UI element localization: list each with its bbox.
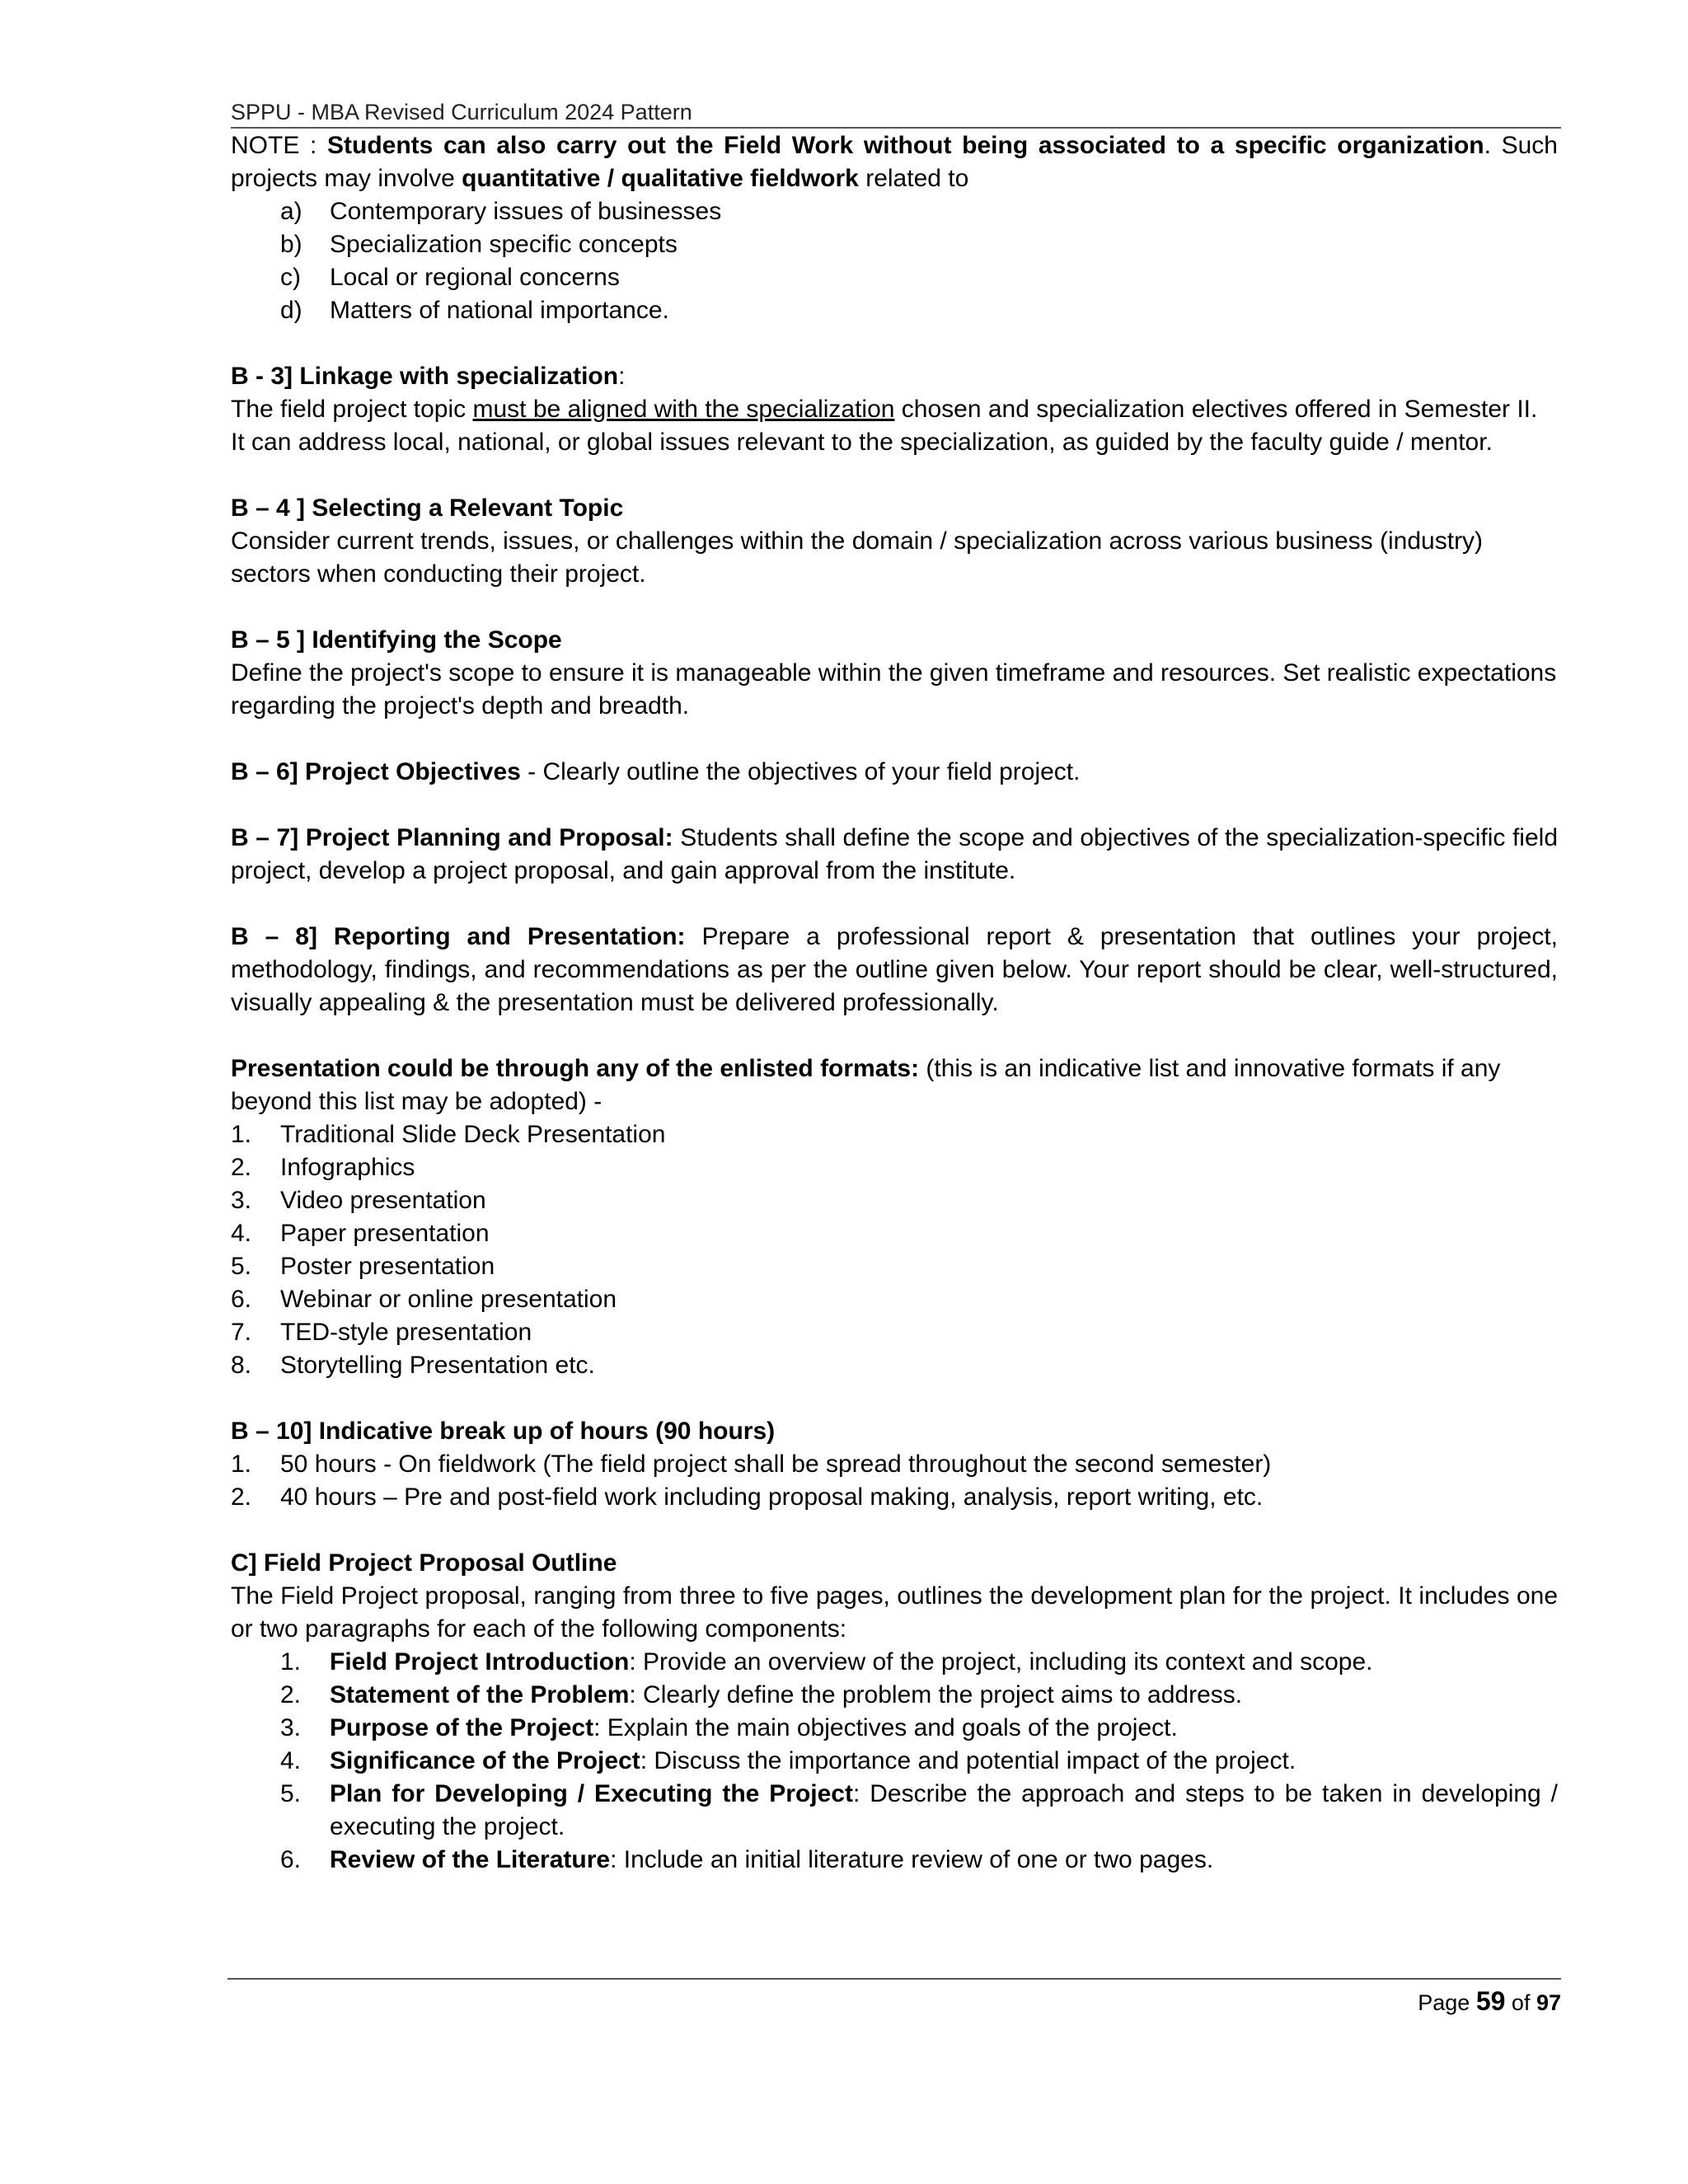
list-item: 5. Plan for Developing / Executing the Project: Describe the approach and steps to be taken in developing / executing the project.	[280, 1780, 1558, 1840]
note-paragraph	[231, 129, 1558, 195]
list-item: 4. Significance of the Project: Discuss the importance and potential impact of the project.	[280, 1747, 1296, 1774]
list-item: 1. 50 hours - On fieldwork (The field project shall be spread throughout the second semester)	[231, 1451, 1272, 1478]
section-b7: B – 7] Project Planning and Proposal: Students shall define the scope and objectives of the specialization-specific field project, develop a project proposal, and gain approval from the institute.	[231, 824, 1559, 884]
list-item: a) Contemporary issues of businesses	[280, 198, 722, 225]
hours-list	[231, 1448, 1558, 1514]
section-b3-text: The field project topic must be aligned with the specialization chosen and specialization electives offered in Semester II. It can address local, national, or global issues relevant to the specialization, as guided by the faculty guide / mentor.	[231, 396, 1538, 456]
formats-intro: Presentation could be through any of the enlisted formats: (this is an indicative list and innovative formats if any beyond this list may be adopted) -	[231, 1055, 1501, 1115]
section-b5-text: Define the project's scope to ensure it is manageable within the given timeframe and resources. Set realistic expectations regarding the project's depth and breadth.	[231, 659, 1557, 719]
list-item: 2. 40 hours – Pre and post-field work including proposal making, analysis, report writing, etc.	[231, 1483, 1264, 1511]
section-b4-text: Consider current trends, issues, or challenges within the domain / specialization across various business (industry) sectors when conducting their project.	[231, 527, 1484, 588]
proposal-outline-list	[231, 1646, 1558, 1877]
header-title: SPPU - MBA Revised Curriculum 2024 Pattern	[231, 100, 692, 124]
section-c-heading: C] Field Project Proposal Outline	[231, 1549, 617, 1577]
document-body	[231, 129, 1558, 1877]
section-b10-heading: B – 10] Indicative break up of hours (90 hours)	[231, 1418, 776, 1445]
list-item: c) Local or regional concerns	[280, 264, 620, 291]
list-item: 1. Traditional Slide Deck Presentation	[231, 1121, 666, 1148]
formats-list	[231, 1118, 1558, 1382]
section-b6: B – 6] Project Objectives - Clearly outline the objectives of your field project.	[231, 758, 1081, 785]
note-text-end: related to	[858, 165, 969, 192]
list-item: 6. Review of the Literature: Include an initial literature review of one or two pages.	[280, 1846, 1214, 1873]
note-text: . Such projects may involve	[231, 132, 1558, 192]
list-item: b) Specialization specific concepts	[280, 231, 678, 258]
section-b8: B – 8] Reporting and Presentation: Prepare a professional report & presentation that outlines your project, methodology, findings, and recommendations as per the outline given below. Your report should be clear, well-structured, visually appealing & the presentation must be delivered professionally.	[231, 923, 1559, 1016]
underlined-text: must be aligned with the specialization	[472, 396, 895, 423]
list-item: 6. Webinar or online presentation	[231, 1286, 617, 1313]
list-item: 3. Purpose of the Project: Explain the main objectives and goals of the project.	[280, 1714, 1178, 1741]
section-b4-heading: B – 4 ] Selecting a Relevant Topic	[231, 494, 624, 522]
list-item: 5. Poster presentation	[231, 1253, 495, 1280]
page-number: 59	[1475, 1986, 1506, 2016]
list-item: 8. Storytelling Presentation etc.	[231, 1352, 595, 1379]
note-bold-statement: Students can also carry out the Field Work without being associated to a specific organization	[327, 132, 1484, 159]
note-lead: NOTE :	[231, 132, 327, 159]
list-item: 2. Statement of the Problem: Clearly define the problem the project aims to address.	[280, 1681, 1243, 1708]
section-b3-heading: B - 3] Linkage with specialization:	[231, 363, 626, 390]
page-header	[231, 97, 1561, 129]
page-total: 97	[1536, 1990, 1561, 2015]
list-item: 1. Field Project Introduction: Provide an overview of the project, including its context and scope.	[280, 1648, 1373, 1675]
list-item: 4. Paper presentation	[231, 1220, 490, 1247]
list-item: 3. Video presentation	[231, 1187, 486, 1214]
list-item: 7. TED-style presentation	[231, 1319, 532, 1346]
note-bold-fieldwork: quantitative / qualitative fieldwork	[462, 165, 859, 192]
footer-divider	[227, 1978, 1561, 1980]
list-item: 2. Infographics	[231, 1154, 415, 1181]
list-item: d) Matters of national importance.	[280, 297, 669, 324]
page-footer: Page 59 of 97	[1418, 1986, 1561, 2016]
section-c-text: The Field Project proposal, ranging from three to five pages, outlines the development plan for the project. It includes one or two paragraphs for each of the following components:	[231, 1582, 1558, 1643]
note-list	[231, 195, 1558, 327]
section-b5-heading: B – 5 ] Identifying the Scope	[231, 626, 562, 654]
